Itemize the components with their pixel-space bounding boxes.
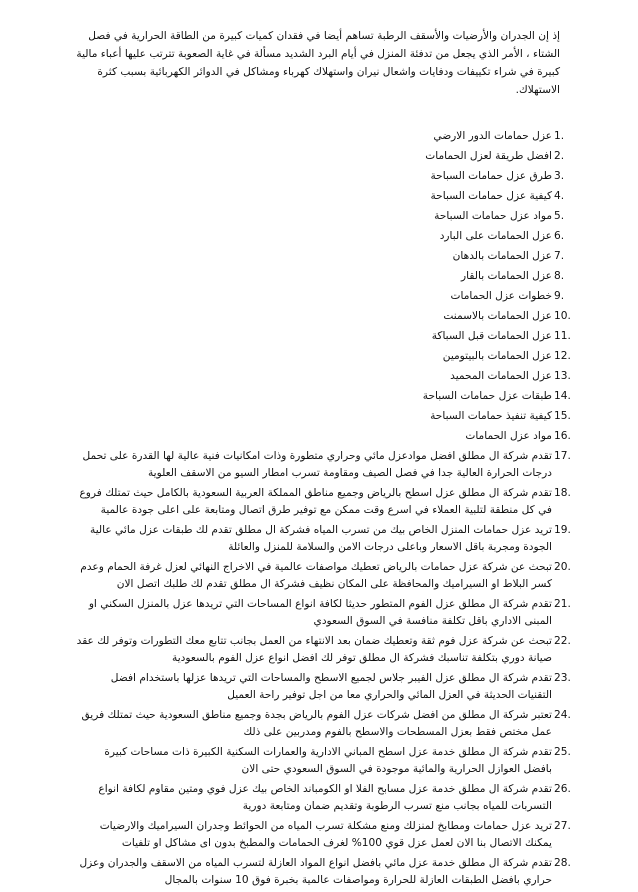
list-item <box>74 448 571 482</box>
list-item-text: كيفية تنفيذ حمامات السباحة <box>430 410 552 422</box>
list-item-text: عزل الحمامات بالاسمنت <box>443 310 552 322</box>
list-item-text: افضل طريقة لعزل الحمامات <box>425 150 552 162</box>
list-item-text: عزل الحمامات على البارد <box>439 230 552 242</box>
list-item-number: 18. <box>554 487 571 499</box>
list-item <box>74 522 571 556</box>
list-item-text: تقدم شركة ال مطلق خدمة عزل مائي بافضل انواع المواد العازلة لتسرب المياه من الاسقف والجدران وعزل حراري بافضل الطبقات العازلة للحرارة ومواصفات عالمية بخبرة فوق 10 سنوات بالمجال <box>79 857 552 886</box>
list-item-number: 1. <box>554 130 565 142</box>
list-item <box>74 288 565 305</box>
list-item-number: 17. <box>554 450 571 462</box>
list-item-number: 13. <box>554 370 571 382</box>
list-item-number: 6. <box>554 230 565 242</box>
list-item <box>74 633 571 667</box>
list-item-number: 12. <box>554 350 571 362</box>
list-item-number: 3. <box>554 170 565 182</box>
list-item-text: تعتبر شركة ال مطلق من افضل شركات عزل الفوم بالرياض بجدة وجميع مناطق السعودية حيث تمتلك فريق عمل مختص فقط بعزل المسطحات والاسطح بالفوم ومدربين على ذلك <box>81 709 552 738</box>
list-item <box>74 248 565 265</box>
list-item <box>74 188 565 205</box>
list-item-text: تريد عزل حمامات المنزل الخاص بيك من تسرب المياه فشركة ال مطلق تقدم لك طبقات عزل مائي عالية الجودة ومجربة باقل الاسعار وباعلى درجات الامن والسلامة للمنزل والعائلة <box>90 524 552 553</box>
list-item-text: خطوات عزل الحمامات <box>450 290 552 302</box>
list-item-number: 9. <box>554 290 565 302</box>
list-item-text: عزل الحمامات قبل السباكة <box>431 330 552 342</box>
list-item <box>74 128 565 145</box>
list-item-text: تبحث عن شركة عزل حمامات بالرياض تعطيك مواصفات عالمية في الاخراج النهائي لعزل غرفة الحمام وعدم كسر البلاط او السيراميك والمحافظة على المكان نظيف فشركة ال مطلق تقدم لك طلبك اتصل الان <box>80 561 552 590</box>
list-item-text: تقدم شركة ال مطلق خدمة عزل اسطح المباني الادارية والعمارات السكنية الكبيرة ذات مساحات كبيرة بافضل العوازل الحرارية والمائية موجودة في السوق السعودي حتى الان <box>104 746 552 775</box>
list-item <box>74 559 571 593</box>
list-item <box>74 670 571 704</box>
list-item <box>74 388 571 405</box>
list-item <box>74 368 571 385</box>
list-item-number: 21. <box>554 598 571 610</box>
list-item-number: 2. <box>554 150 565 162</box>
list-item-number: 23. <box>554 672 571 684</box>
list-item-number: 15. <box>554 410 571 422</box>
list-item-text: تقدم شركة ال مطلق عزل الفيبر جلاس لجميع الاسطح والمساحات التي تريدها عزلها باستخدام افضل التقنيات الحديثة في العزل المائي والحراري معا من اجل توفير راحة العميل <box>110 672 552 701</box>
list-item <box>74 818 571 852</box>
list-item <box>74 596 571 630</box>
list-item <box>74 428 571 445</box>
list-item <box>74 781 571 815</box>
list-item-number: 26. <box>554 783 571 795</box>
list-item-number: 25. <box>554 746 571 758</box>
list-item-text: تقدم شركة ال مطلق عزل اسطح بالرياض وجميع مناطق المملكة العربية السعودية بالكامل حيث تمتلك فروع في كل منطقة لتلبية العملاء في اسرع وقت ممكن مع توفير طرق اتصال ومتابعة على اعلى جودة عالمية <box>79 487 552 516</box>
list-item <box>74 348 571 365</box>
article-list <box>74 128 571 892</box>
list-item-number: 28. <box>554 857 571 869</box>
list-item-text: تقدم شركة ال مطلق افضل موادعزل مائي وحراري متطورة وذات امكانيات فنية عالية لها القدرة على تحمل درجات الحرارة العالية جدا في فصل الصيف ومقاومة تسرب امطار السيو من الاسقف العلوية <box>82 450 552 479</box>
list-item-number: 20. <box>554 561 571 573</box>
list-item <box>74 268 565 285</box>
list-item-text: عزل الحمامات المحميد <box>450 370 552 382</box>
list-item-text: عزل الحمامات بالقار <box>461 270 552 282</box>
list-item-number: 5. <box>554 210 565 222</box>
list-item <box>74 208 565 225</box>
list-item-number: 22. <box>554 635 571 647</box>
list-item-number: 24. <box>554 709 571 721</box>
list-item-text: كيفية عزل حمامات السباحة <box>430 190 552 202</box>
list-item <box>74 707 571 741</box>
list-item-number: 10. <box>554 310 571 322</box>
list-item <box>74 855 571 889</box>
list-item-text: تبحث عن شركة عزل فوم ثقة وتعطيك ضمان بعد الانتهاء من العمل بجانب تتابع معك التطورات وتوفر لك عقد صيانة دوري بتكلفة تناسبك فشركة ال مطلق توفر لك افضل انواع عزل الفوم بالسعودية <box>76 635 552 664</box>
list-item <box>74 744 571 778</box>
list-item-number: 7. <box>554 250 565 262</box>
list-item-text: مواد عزل حمامات السباحة <box>434 210 552 222</box>
list-item <box>74 485 571 519</box>
list-item <box>74 148 565 165</box>
list-item <box>74 228 565 245</box>
list-item-text: عزل الحمامات بالدهان <box>452 250 552 262</box>
list-item-number: 14. <box>554 390 571 402</box>
list-item-number: 27. <box>554 820 571 832</box>
list-item-text: تقدم شركة ال مطلق خدمة عزل مسابح الفلا او الكومباند الخاص بيك عزل فوي ومتين مقاوم لكافة انواع التسربات للمياه بجانب منع تسرب الرطوبة وتقديم ضمان ومتابعة دورية <box>98 783 552 812</box>
list-item-text: عزل الحمامات بالبيتومين <box>442 350 552 362</box>
list-item-number: 19. <box>554 524 571 536</box>
list-item-text: تقدم شركة ال مطلق عزل الفوم المتطور حديثا لكافة انواع المساحات التي تريدها عزل بالمنزل السكني او المبنى الاداري باقل تكلفة منافسة في السوق السعودي <box>88 598 552 627</box>
list-item <box>74 408 571 425</box>
list-item <box>74 328 571 345</box>
list-item-text: عزل حمامات الدور الارضي <box>433 130 552 142</box>
list-item-number: 11. <box>554 330 571 342</box>
list-item-text: طبقات عزل حمامات السباحة <box>422 390 552 402</box>
list-item-number: 8. <box>554 270 565 282</box>
list-item-number: 4. <box>554 190 565 202</box>
list-item-text: تريد عزل حمامات ومطابخ لمنزلك ومنع مشكلة تسرب المياه من الحوائط وجدران السيراميك والارضيات يمكنك الاتصال بنا الان لعمل عزل قوي 100% لغرف الحمامات والمطبخ بدون اى مشاكل او تلفيات <box>99 820 552 849</box>
intro-paragraph: إذ إن الجدران والأرضيات والأسقف الرطبة تساهم أيضا في فقدان كميات كبيرة من الطاقة الحرارية في فصل الشتاء ، الأمر الذي يجعل من تدفئة المنزل في أيام البرد الشديد مسألة في غاية الصعوبة تترتب عليها أعباء مالية كبيرة في شراء تكييفات ودفايات واشعال نيران واستهلاك كهرباء ومشاكل في الدوائر الكهربائية بسبب كثرة الاستهلاك. <box>76 29 560 96</box>
list-item-text: طرق عزل حمامات السباحة <box>430 170 552 182</box>
list-item <box>74 308 571 325</box>
list-item-number: 16. <box>554 430 571 442</box>
list-item <box>74 168 565 185</box>
list-item-text: مواد عزل الحمامات <box>465 430 552 442</box>
